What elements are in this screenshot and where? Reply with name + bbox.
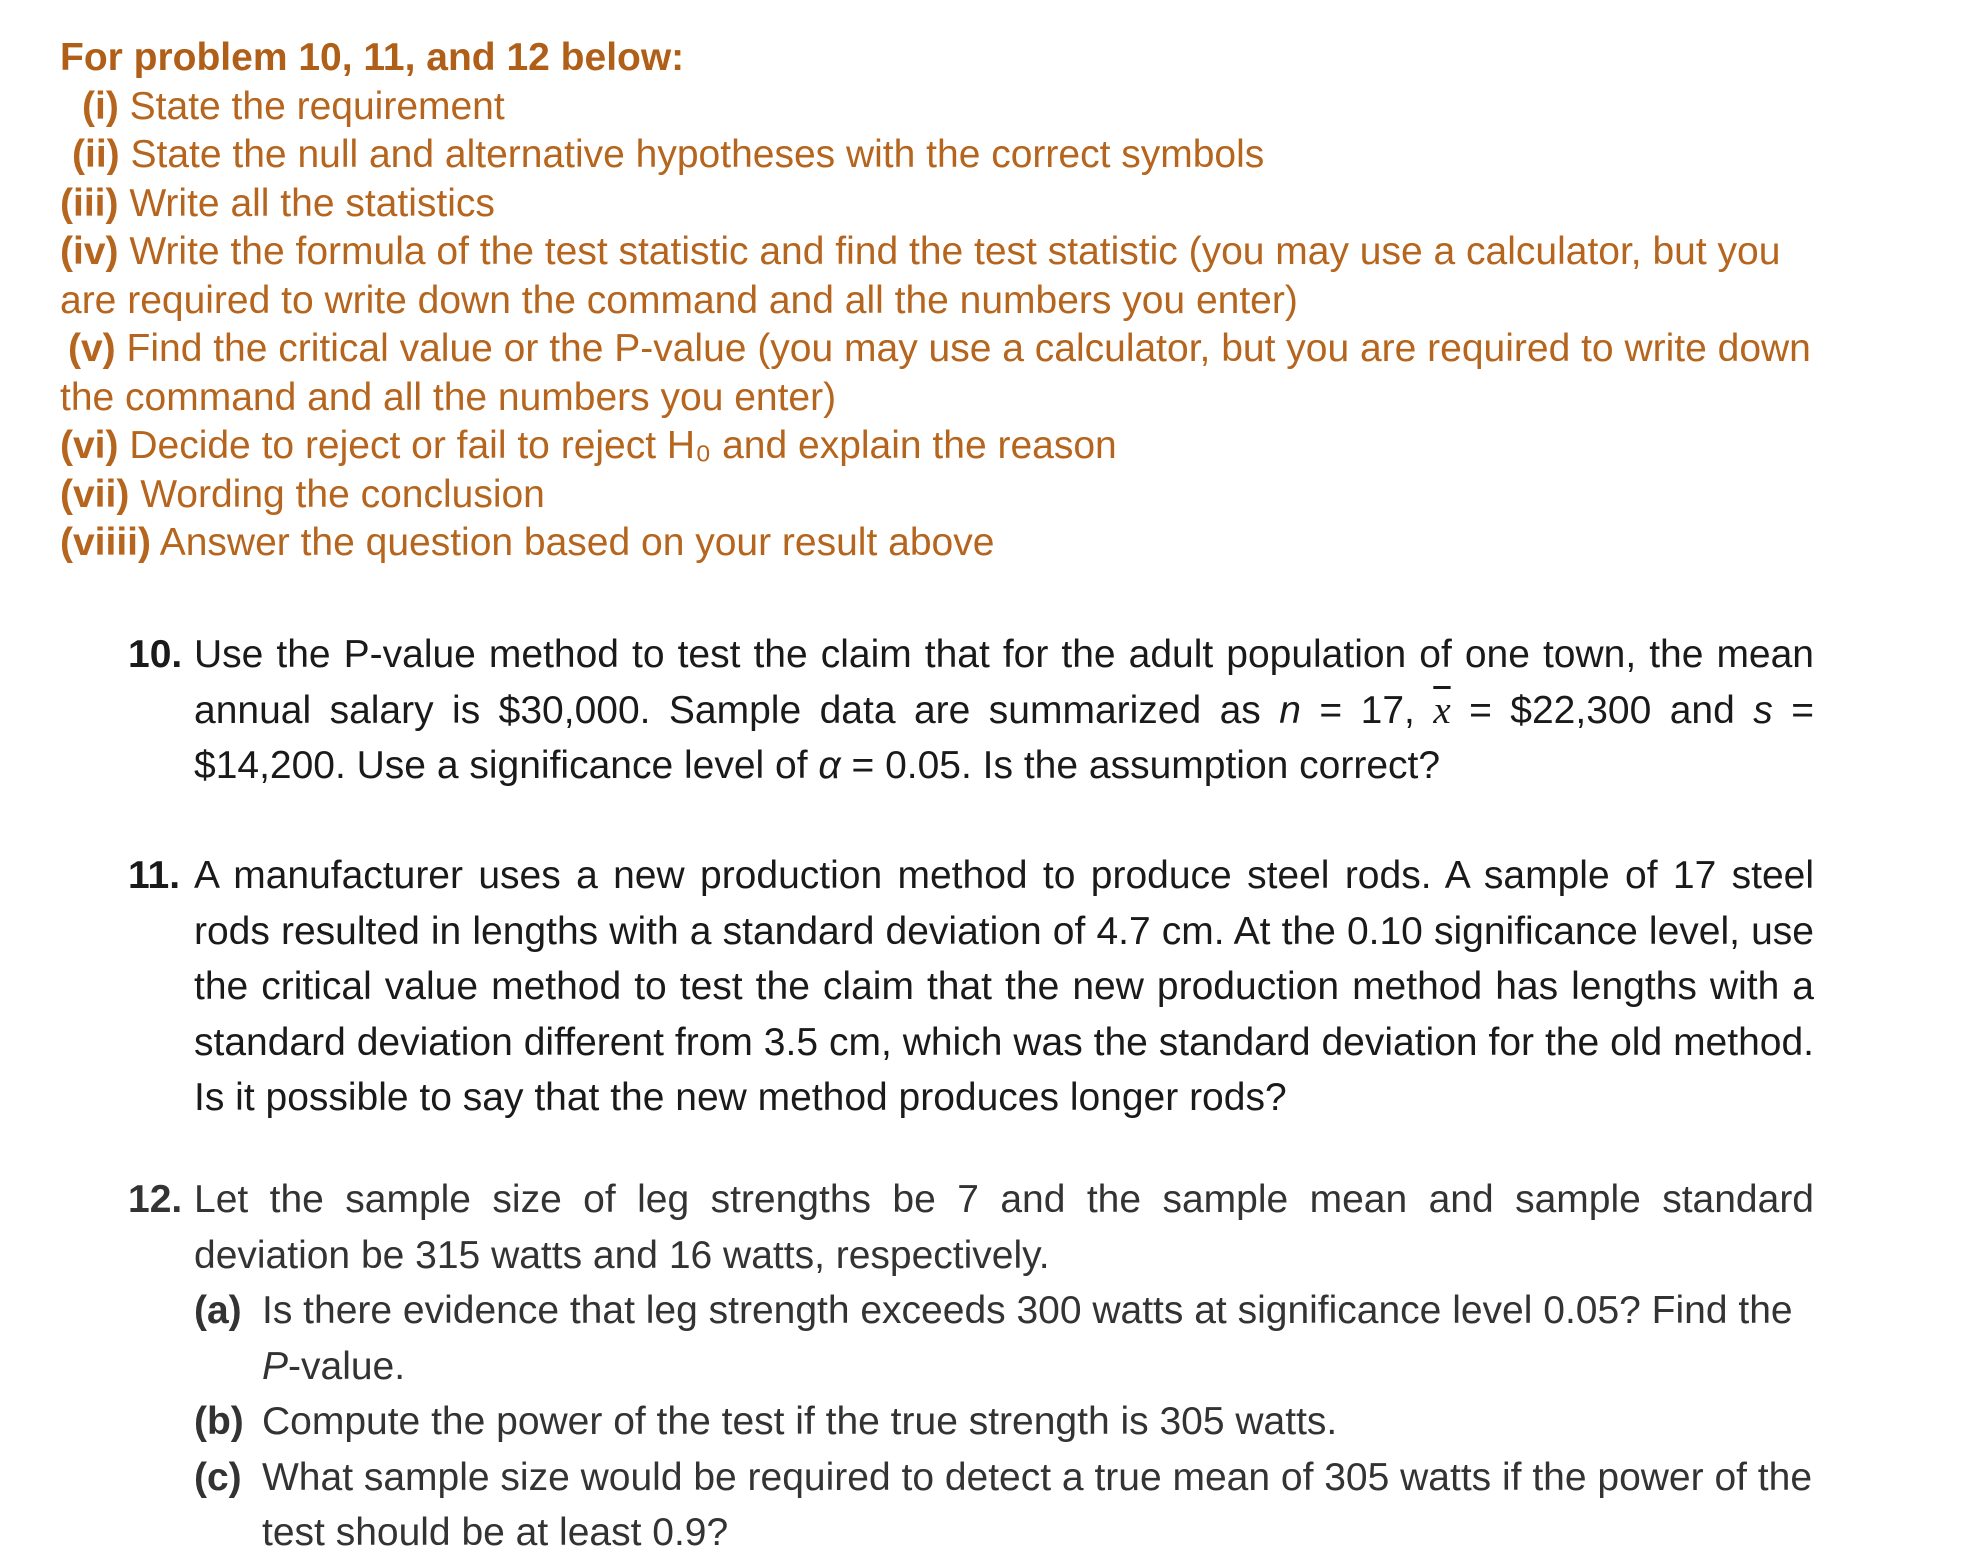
step-number: (iii) [60, 181, 119, 225]
problem-number: 10. [128, 633, 183, 676]
subpart-text [262, 1283, 1814, 1394]
subpart-text: Compute the power of the test if the true strength is 305 watts. [262, 1400, 1338, 1443]
subpart-text-part: Is there evidence that leg strength exceeds 300 watts at significance level 0.05? Find the [262, 1289, 1793, 1332]
problem-text-part: = 0.05. Is the assumption correct? [840, 744, 1441, 787]
subpart-label: (c) [194, 1455, 242, 1499]
problem-10 [128, 627, 1828, 794]
step-text: Wording the conclusion [140, 472, 545, 516]
step-viiii [60, 519, 1860, 568]
problem-text: A manufacturer uses a new production method to produce steel rods. A sample of 17 steel rods resulted in lengths with a standard deviation of 4.7 cm. At the 0.10 significance level, use the critical value method to test the claim that the new production method has lengths with a standard deviation different from 3.5 cm, which was the standard deviation for the old method. Is it possible to say that the new method produces longer rods? [194, 854, 1814, 1119]
problem-text-part: = $14,200. Use a significance level of [194, 688, 1814, 787]
subpart-text-part: -value. [288, 1344, 406, 1388]
s-symbol: s [1753, 688, 1773, 732]
subpart-label: (a) [194, 1289, 242, 1332]
problem-number: 12. [128, 1178, 183, 1221]
step-vii [60, 471, 1860, 520]
problem-text-part: = 17, [1300, 688, 1434, 732]
step-number: (vi) [60, 424, 119, 467]
step-text: Answer the question based on your result above [159, 521, 995, 564]
step-ii [60, 131, 1860, 180]
problem-text [194, 627, 1814, 794]
step-number: (ii) [72, 133, 120, 176]
alpha-symbol: α [818, 744, 841, 787]
step-iv [60, 228, 1840, 325]
n-symbol: n [1279, 688, 1301, 732]
subpart-label: (b) [194, 1400, 244, 1443]
problem-text-part: = $22,300 and [1450, 688, 1754, 732]
instructions-heading: For problem 10, 11, and 12 below: [60, 36, 685, 79]
xbar-symbol: $\overline{x}$ [1433, 688, 1451, 732]
step-text: State the requirement [129, 84, 505, 128]
problem-number: 11. [128, 854, 181, 897]
step-text: Find the critical value or the P-value (you may use a calculator, but you are required to write down the command and all the numbers you enter) [60, 327, 1811, 419]
step-text: State the null and alternative hypotheses with the correct symbols [130, 133, 1265, 176]
subpart-c [194, 1450, 1814, 1561]
p-symbol: P [262, 1344, 289, 1388]
problem-12 [128, 1172, 1828, 1561]
subpart-a [194, 1283, 1814, 1394]
step-number: (viiii) [60, 521, 152, 564]
step-vi [60, 422, 1860, 471]
subpart-text: What sample size would be required to detect a true mean of 305 watts if the power of the test should be at least 0.9? [262, 1455, 1813, 1554]
instructions-block [60, 34, 1860, 568]
step-v [60, 325, 1840, 422]
step-number: (iv) [60, 230, 119, 273]
step-number: (vii) [60, 472, 130, 516]
step-number: (v) [68, 327, 116, 370]
problem-text-part: Use the P-value method to test the claim that for the adult population of one town, the mean annual salary is $30,000. Sample data are summarized as [194, 633, 1814, 732]
step-number: (i) [82, 84, 119, 128]
step-iii [60, 180, 1860, 229]
step-text: Write the formula of the test statistic and find the test statistic (you may use a calculator, but you are required to write down the command and all the numbers you enter) [60, 230, 1781, 322]
subpart-b [194, 1394, 1814, 1450]
step-text: Write all the statistics [129, 181, 495, 225]
problem-11 [128, 848, 1828, 1126]
step-i [60, 83, 1860, 132]
problem-text: Let the sample size of leg strengths be 7 and the sample mean and sample standard deviation be 315 watts and 16 watts, respectively. [194, 1178, 1814, 1277]
step-text: Decide to reject or fail to reject H₀ and explain the reason [129, 424, 1117, 467]
